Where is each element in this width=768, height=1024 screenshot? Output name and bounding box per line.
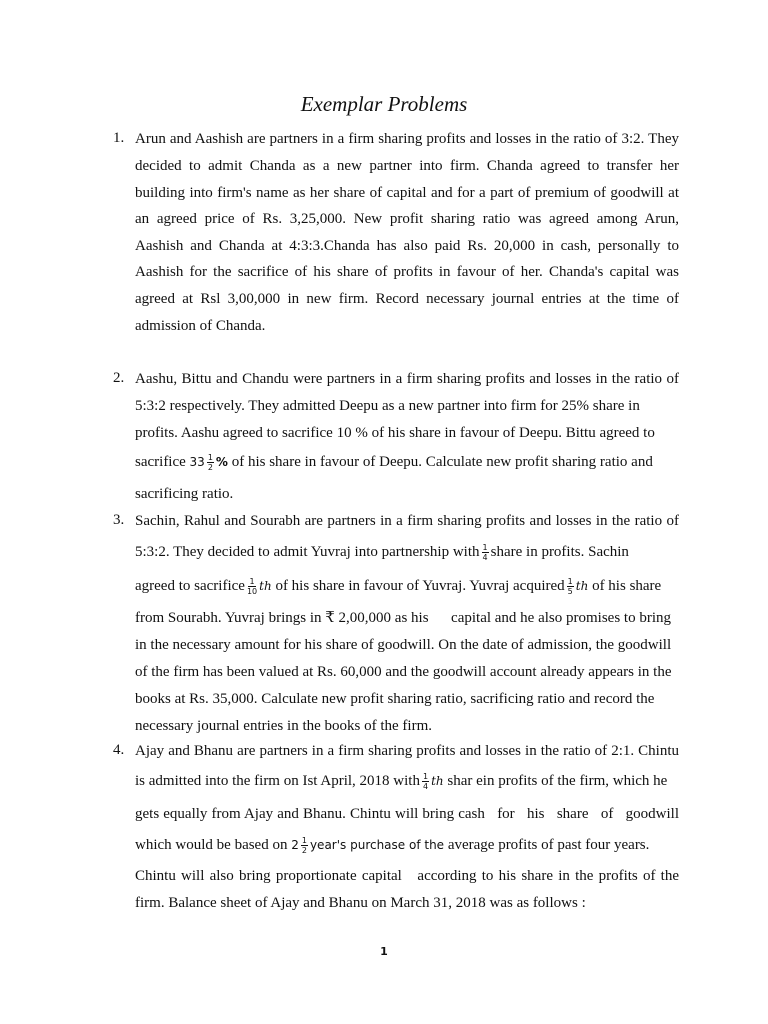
question-number: 3. bbox=[113, 512, 125, 528]
denominator: 2 bbox=[207, 463, 213, 473]
numerator: 1 bbox=[482, 543, 488, 553]
denominator: 2 bbox=[301, 846, 307, 856]
q4-line-5: Chintu will also bring proportionate capital according to his share in the profits of the bbox=[135, 868, 679, 884]
q2-line-4-end: of his share in favour of Deepu. Calculate new profit sharing ratio and bbox=[231, 454, 653, 470]
denominator: 4 bbox=[482, 553, 488, 563]
q1-line-5: Aashish and Chanda at 4:3:3.Chanda has also paid Rs. 20,000 in cash, personally to bbox=[135, 238, 679, 254]
q3-line-3-start: agreed to sacrifice bbox=[135, 578, 245, 594]
mixed-number: 33 bbox=[189, 455, 205, 469]
q1-line-2: decided to admit Chanda as a new partner into firm. Chanda agreed to transfer her bbox=[135, 158, 679, 174]
fraction bbox=[482, 543, 489, 562]
q3-line-8: necessary journal entries in the books of the firm. bbox=[135, 718, 432, 734]
q1-line-3: building into firm's name as her share of capital and for a part of premium of goodwill at bbox=[135, 185, 679, 201]
fraction bbox=[301, 836, 308, 855]
q4-line-4-end: average profits of past four years. bbox=[447, 837, 650, 853]
q2-line-1: Aashu, Bittu and Chandu were partners in a firm sharing profits and losses in the ratio of bbox=[135, 371, 679, 387]
percent-sign: % bbox=[215, 455, 228, 469]
q4-line-4-start: which would be based on bbox=[135, 837, 288, 853]
years-purchase-text: year's purchase of the bbox=[309, 838, 445, 852]
fraction bbox=[567, 577, 574, 596]
question-number: 4. bbox=[113, 742, 125, 758]
q2-line-2: 5:3:2 respectively. They admitted Deepu as a new partner into firm for 25% share in bbox=[135, 398, 640, 414]
denominator: 5 bbox=[567, 587, 573, 597]
numerator: 1 bbox=[301, 836, 307, 846]
page-title: Exemplar Problems bbox=[300, 92, 468, 116]
q4-line-1: Ajay and Bhanu are partners in a firm sharing profits and losses in the ratio of 2:1. Chintu bbox=[135, 743, 679, 759]
q4-line-6: firm. Balance sheet of Ajay and Bhanu on March 31, 2018 was as follows : bbox=[135, 895, 586, 911]
denominator: 10 bbox=[246, 587, 258, 597]
numerator: 1 bbox=[567, 577, 573, 587]
q1-line-7: agreed at Rsl 3,00,000 in new firm. Record necessary journal entries at the time of bbox=[135, 291, 679, 307]
q4-line-4 bbox=[135, 835, 679, 855]
q3-line-2-start: 5:3:2. They decided to admit Yuvraj into partnership with bbox=[135, 544, 480, 560]
q3-line-5: in the necessary amount for his share of goodwill. On the date of admission, the goodwill bbox=[135, 637, 672, 653]
ordinal-suffix: th bbox=[575, 579, 589, 593]
q3-line-6: of the firm has been valued at Rs. 60,000 and the goodwill account already appears in the bbox=[135, 664, 672, 680]
page-number: 1 bbox=[380, 945, 388, 958]
ordinal-suffix: th bbox=[431, 774, 444, 788]
q3-line-2 bbox=[135, 542, 679, 562]
fraction bbox=[247, 577, 257, 596]
q2-line-4 bbox=[135, 452, 679, 472]
q3-line-3 bbox=[135, 576, 679, 596]
q1-line-4: an agreed price of Rs. 3,25,000. New profit sharing ratio was agreed among Arun, bbox=[135, 211, 679, 227]
q2-line-4-start: sacrifice bbox=[135, 454, 186, 470]
numerator: 1 bbox=[249, 577, 255, 587]
q3-line-4: from Sourabh. Yuvraj brings in ₹ 2,00,000 as his capital and he also promises to bring bbox=[135, 610, 671, 626]
fraction bbox=[422, 772, 429, 791]
q4-line-2-end: shar ein profits of the firm, which he bbox=[443, 773, 668, 789]
ordinal-suffix: th bbox=[259, 579, 272, 593]
q4-line-3: gets equally from Ajay and Bhanu. Chintu will bring cash for his share of goodwill bbox=[135, 806, 679, 822]
q3-line-3-middle: of his share in favour of Yuvraj. Yuvraj acquired bbox=[275, 578, 565, 594]
q2-line-5: sacrificing ratio. bbox=[135, 486, 234, 502]
denominator: 4 bbox=[422, 782, 429, 792]
question-number: 2. bbox=[113, 370, 125, 386]
q4-line-2-start: is admitted into the firm on Ist April, 2018 with bbox=[135, 773, 420, 789]
question-number: 1. bbox=[113, 130, 125, 146]
mixed-number: 2 bbox=[291, 838, 299, 852]
q4-line-2 bbox=[135, 771, 679, 791]
q1-line-8: admission of Chanda. bbox=[135, 318, 266, 334]
numerator: 1 bbox=[422, 772, 429, 782]
q3-line-1: Sachin, Rahul and Sourabh are partners in a firm sharing profits and losses in the ratio of bbox=[135, 513, 679, 529]
q3-line-7: books at Rs. 35,000. Calculate new profit sharing ratio, sacrificing ratio and record the bbox=[135, 691, 655, 707]
q1-line-1: Arun and Aashish are partners in a firm sharing profits and losses in the ratio of 3:2. They bbox=[135, 131, 679, 147]
q3-line-2-end: share in profits. Sachin bbox=[490, 544, 629, 560]
q2-line-3: profits. Aashu agreed to sacrifice 10 % of his share in favour of Deepu. Bittu agreed to bbox=[135, 425, 655, 441]
numerator: 1 bbox=[207, 453, 213, 463]
fraction bbox=[207, 453, 214, 472]
q3-line-3-end: of his share bbox=[592, 578, 662, 594]
q1-line-6: Aashish for the sacrifice of his share of profits in favour of her. Chanda's capital was bbox=[135, 264, 679, 280]
